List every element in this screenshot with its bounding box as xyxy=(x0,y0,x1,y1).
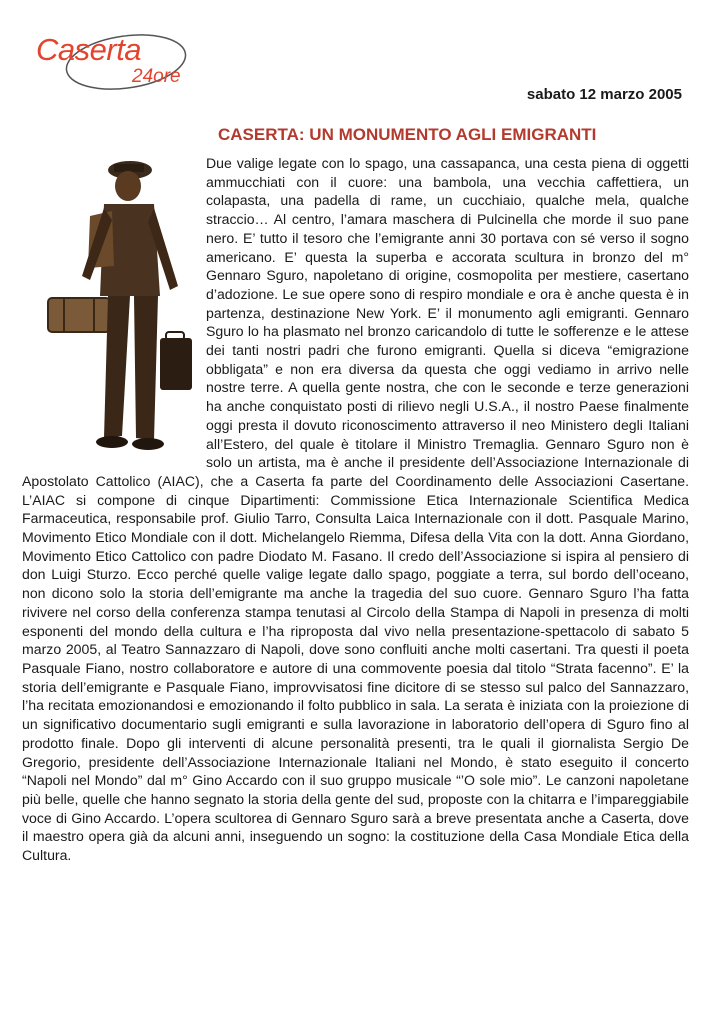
article-body xyxy=(22,154,689,865)
logo-text-24ore: 24ore xyxy=(132,66,181,87)
article-text: Due valige legate con lo spago, una cassapanca, una cesta piena di oggetti ammucchiati con il cuore: una bambola, una vecchia caffettiera, un colapasta, una padella di rame, un cucchiaio, qualche mela, qualche straccio… Al centro, l’amara maschera di Pulcinella che morde il suo pane nero. E’ tutto il tesoro che l’emigrante anni 30 portava con sé verso il sogno americano. E’ questa la superba e accorata scultura in bronzo del m° Gennaro Sguro, napoletano di origine, cosmopolita per mestiere, casertano d’adozione. Le sue opere sono di respiro mondiale e ora è anche questa è in partenza, destinazione New York. E’ il monumento agli emigranti. Gennaro Sguro lo ha plasmato nel bronzo caricandolo di tutte le sofferenze e le attese dei tanti nostri padri che furono emigranti. Quella si diceva “emigrazione obbligata” e non era diversa da questa che oggi vediamo in arrivo nelle nostre terre. A quella gente nostra, che con le seconde e terze generazioni ha anche conquistato posti di rilievo negli U.S.A., il nostro Paese finalmente oggi presta il dovuto riconoscimento attraverso il neo Ministero degli Italiani all’Estero, del quale è titolare il Ministro Tremaglia. Gennaro Sguro non è solo un artista, ma è anche il presidente dell’Associazione Internazionale di Apostolato Cattolico (AIAC), che a Caserta fa parte del Coordinamento delle Associazioni Casertane. L’AIAC si compone di cinque Dipartimenti: Commissione Etica Internazionale Scientifica Medica Farmaceutica, responsabile prof. Giulio Tarro, Consulta Laica Internazionale con il dott. Pasquale Marino, Movimento Etico Mondiale con il dott. Michelangelo Riemma, Difesa della Vita con la dott. Anna Giordano, Movimento Etico Cattolico con padre Diodato M. Fasano. Il credo dell’Associazione si ispira al pensiero di don Luigi Sturzo. Ecco perché quelle valige legate dallo spago, poggiate a terra, sul bordo dell’oceano, non dicono solo la storia dell’emigrante ma anche la tragedia del suo cuore. Gennaro Sguro l’ha fatta rivivere nel corso della conferenza stampa tenutasi al Circolo della Stampa di Napoli in presenza di molti esponenti del mondo della cultura e l’ha riproposta dal vivo nella presentazione-spettacolo di sabato 5 marzo 2005, al Teatro Sannazzaro di Napoli, dove sono confluiti anche molti casertani. Tra questi il poeta Pasquale Fiano, nostro collaboratore e autore di una commovente poesia dal titolo “Strata facenno”. E’ la storia dell’emigrante e Pasquale Fiano, improvvisatosi fine dicitore di se stesso sul palco del Sannazzaro, l’ha recitata emozionandosi e emozionando il folto pubblico in sala. La serata è iniziata con la proiezione di un significativo documentario sugli emigranti e sulla lavorazione in laboratorio dell’opera di Sguro fino al prodotto finale. Dopo gli interventi di alcune personalità presenti, tra le quali il giornalista Sergio De Gregorio, presidente dell’Associazione Internazionale Italiani nel Mondo, è stato eseguito il concerto “Napoli nel Mondo” dal m° Gino Accardo con il suo gruppo musicale “’O sole mio”. Le canzoni napoletane più belle, quelle che hanno segnato la storia della gente del sud, proposte con la chitarra e l’impareggiabile voce di Gino Accardo. L’opera scultorea di Gennaro Sguro sarà a breve presentata anche a Caserta, dove il maestro opera già da alcuni anni, inseguendo un sogno: la costituzione della Casa Mondiale Etica della Cultura. xyxy=(22,155,689,864)
publication-date: sabato 12 marzo 2005 xyxy=(526,86,682,103)
newspaper-logo xyxy=(26,26,226,96)
article-headline: CASERTA: UN MONUMENTO AGLI EMIGRANTI xyxy=(218,125,597,144)
logo-text-caserta: Caserta xyxy=(36,32,142,67)
